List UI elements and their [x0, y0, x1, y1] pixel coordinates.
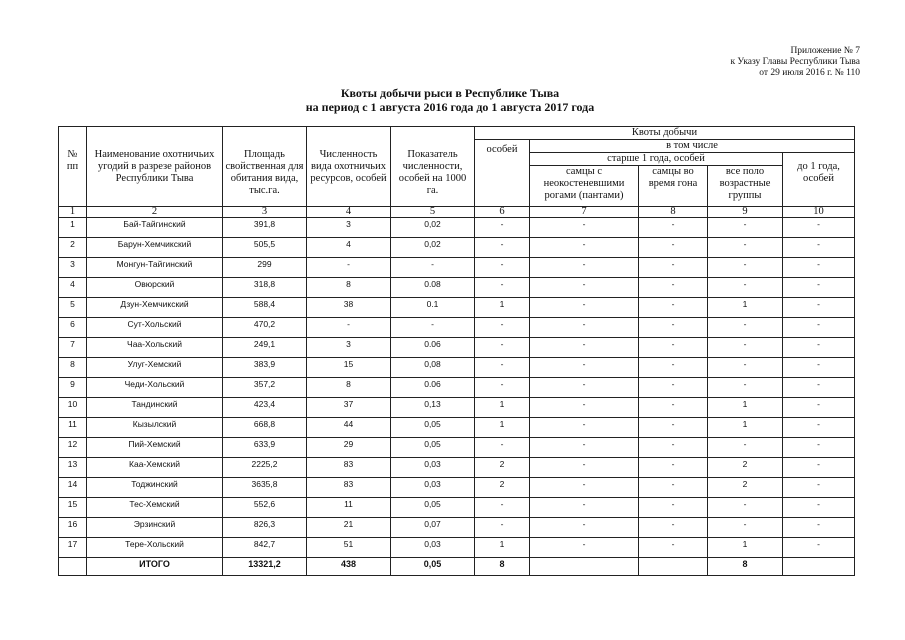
quota-antlers-cell: - — [530, 398, 639, 418]
quota-rut-cell: - — [639, 478, 708, 498]
population-cell: 4 — [307, 238, 391, 258]
row-number: 8 — [59, 358, 87, 378]
density-cell: 0.1 — [391, 298, 475, 318]
table-row — [59, 238, 855, 258]
population-cell: 83 — [307, 458, 391, 478]
table-row — [59, 538, 855, 558]
quota-rut-cell: - — [639, 378, 708, 398]
header-population: Численность вида охотничьих ресурсов, особей — [307, 127, 391, 207]
row-number: 10 — [59, 398, 87, 418]
quota-rut-cell: - — [639, 418, 708, 438]
district-name: Чеди-Хольский — [87, 378, 223, 398]
quota-antlers-cell: - — [530, 298, 639, 318]
quota-rut-cell: - — [639, 258, 708, 278]
column-number: 10 — [783, 207, 855, 218]
table-row — [59, 378, 855, 398]
quota-antlers-cell: - — [530, 218, 639, 238]
row-number: 2 — [59, 238, 87, 258]
column-number-row — [59, 207, 855, 218]
table-row — [59, 478, 855, 498]
quota-rut-cell: - — [639, 398, 708, 418]
density-cell: 0,05 — [391, 418, 475, 438]
area-cell: 423,4 — [223, 398, 307, 418]
table-row — [59, 498, 855, 518]
quota-allsex-cell: - — [708, 378, 783, 398]
quota-rut-cell: - — [639, 278, 708, 298]
header-num: № пп — [59, 127, 87, 207]
header-antlers: самцы с неокостеневшими рогами (пантами) — [530, 166, 639, 207]
table-row — [59, 338, 855, 358]
total-allsex: 8 — [708, 558, 783, 576]
quota-individuals-cell: 1 — [475, 398, 530, 418]
area-cell: 383,9 — [223, 358, 307, 378]
row-number: 11 — [59, 418, 87, 438]
quota-antlers-cell: - — [530, 498, 639, 518]
appendix-date-line: от 29 июля 2016 г. № 110 — [759, 68, 860, 78]
population-cell: 44 — [307, 418, 391, 438]
quota-rut-cell: - — [639, 538, 708, 558]
table-row — [59, 278, 855, 298]
district-name: Эрзинский — [87, 518, 223, 538]
population-cell: 83 — [307, 478, 391, 498]
column-number: 7 — [530, 207, 639, 218]
district-name: Каа-Хемский — [87, 458, 223, 478]
quota-young-cell: - — [783, 358, 855, 378]
population-cell: 29 — [307, 438, 391, 458]
row-number: 17 — [59, 538, 87, 558]
district-name: Тере-Хольский — [87, 538, 223, 558]
column-number: 1 — [59, 207, 87, 218]
population-cell: 8 — [307, 278, 391, 298]
title-line-1: Квоты добычи рыси в Республике Тыва — [340, 86, 560, 100]
quota-allsex-cell: - — [708, 338, 783, 358]
quota-young-cell: - — [783, 498, 855, 518]
document-title — [150, 86, 750, 114]
quota-antlers-cell: - — [530, 278, 639, 298]
area-cell: 318,8 — [223, 278, 307, 298]
total-row — [59, 558, 855, 576]
header-including: в том числе — [530, 140, 855, 153]
column-number: 5 — [391, 207, 475, 218]
district-name: Тоджинский — [87, 478, 223, 498]
header-density: Показатель численности, особей на 1000 га. — [391, 127, 475, 207]
total-num-cell — [59, 558, 87, 576]
header-older: старше 1 года, особей — [530, 153, 783, 166]
quota-allsex-cell: - — [708, 238, 783, 258]
area-cell: 2225,2 — [223, 458, 307, 478]
row-number: 16 — [59, 518, 87, 538]
population-cell: 51 — [307, 538, 391, 558]
quota-individuals-cell: - — [475, 238, 530, 258]
district-name: Овюрский — [87, 278, 223, 298]
area-cell: 588,4 — [223, 298, 307, 318]
area-cell: 249,1 — [223, 338, 307, 358]
population-cell: 15 — [307, 358, 391, 378]
population-cell: 38 — [307, 298, 391, 318]
column-number: 9 — [708, 207, 783, 218]
quota-allsex-cell: 1 — [708, 298, 783, 318]
total-individuals: 8 — [475, 558, 530, 576]
area-cell: 357,2 — [223, 378, 307, 398]
row-number: 13 — [59, 458, 87, 478]
quota-rut-cell: - — [639, 358, 708, 378]
area-cell: 633,9 — [223, 438, 307, 458]
quota-individuals-cell: - — [475, 498, 530, 518]
header-young: до 1 года, особей — [783, 153, 855, 207]
title-line-2: на период с 1 августа 2016 года до 1 августа 2017 года — [305, 100, 595, 114]
district-name: Чаа-Хольский — [87, 338, 223, 358]
area-cell: 3635,8 — [223, 478, 307, 498]
row-number: 7 — [59, 338, 87, 358]
quota-young-cell: - — [783, 518, 855, 538]
quota-individuals-cell: - — [475, 278, 530, 298]
population-cell: - — [307, 318, 391, 338]
quota-antlers-cell: - — [530, 458, 639, 478]
header-quotas: Квоты добычи — [475, 127, 855, 140]
row-number: 12 — [59, 438, 87, 458]
density-cell: 0,03 — [391, 538, 475, 558]
appendix-line: Приложение № 7 — [790, 46, 860, 56]
quota-rut-cell: - — [639, 338, 708, 358]
quota-individuals-cell: - — [475, 318, 530, 338]
area-cell: 826,3 — [223, 518, 307, 538]
density-cell: - — [391, 258, 475, 278]
total-antlers-cell — [530, 558, 639, 576]
header-individuals: особей — [475, 140, 530, 207]
total-area: 13321,2 — [223, 558, 307, 576]
area-cell: 505,5 — [223, 238, 307, 258]
district-name: Пий-Хемский — [87, 438, 223, 458]
area-cell: 668,8 — [223, 418, 307, 438]
quota-antlers-cell: - — [530, 538, 639, 558]
quota-rut-cell: - — [639, 218, 708, 238]
quota-antlers-cell: - — [530, 338, 639, 358]
quota-antlers-cell: - — [530, 478, 639, 498]
density-cell: 0.06 — [391, 378, 475, 398]
population-cell: 21 — [307, 518, 391, 538]
header-allsex: все поло возрастные группы — [708, 166, 783, 207]
column-number: 2 — [87, 207, 223, 218]
appendix-note — [610, 46, 860, 79]
quota-young-cell: - — [783, 458, 855, 478]
table-row — [59, 298, 855, 318]
quota-allsex-cell: - — [708, 498, 783, 518]
quota-allsex-cell: - — [708, 318, 783, 338]
quota-individuals-cell: 2 — [475, 478, 530, 498]
total-population: 438 — [307, 558, 391, 576]
area-cell: 299 — [223, 258, 307, 278]
population-cell: 37 — [307, 398, 391, 418]
quota-young-cell: - — [783, 258, 855, 278]
quota-antlers-cell: - — [530, 318, 639, 338]
quota-young-cell: - — [783, 238, 855, 258]
column-number: 8 — [639, 207, 708, 218]
population-cell: 11 — [307, 498, 391, 518]
row-number: 14 — [59, 478, 87, 498]
row-number: 6 — [59, 318, 87, 338]
quota-individuals-cell: 1 — [475, 298, 530, 318]
quota-individuals-cell: - — [475, 218, 530, 238]
table-row — [59, 318, 855, 338]
quota-individuals-cell: - — [475, 438, 530, 458]
table-body — [59, 218, 855, 576]
area-cell: 842,7 — [223, 538, 307, 558]
quota-individuals-cell: - — [475, 258, 530, 278]
quota-young-cell: - — [783, 278, 855, 298]
quota-young-cell: - — [783, 438, 855, 458]
density-cell: 0,03 — [391, 478, 475, 498]
quota-table — [58, 126, 855, 576]
row-number: 4 — [59, 278, 87, 298]
district-name: Барун-Хемчикский — [87, 238, 223, 258]
row-number: 5 — [59, 298, 87, 318]
quota-rut-cell: - — [639, 298, 708, 318]
quota-antlers-cell: - — [530, 238, 639, 258]
quota-allsex-cell: - — [708, 278, 783, 298]
quota-rut-cell: - — [639, 438, 708, 458]
table-row — [59, 458, 855, 478]
row-number: 15 — [59, 498, 87, 518]
population-cell: 3 — [307, 338, 391, 358]
quota-antlers-cell: - — [530, 418, 639, 438]
quota-young-cell: - — [783, 418, 855, 438]
quota-antlers-cell: - — [530, 258, 639, 278]
district-name: Тандинский — [87, 398, 223, 418]
quota-young-cell: - — [783, 378, 855, 398]
quota-rut-cell: - — [639, 458, 708, 478]
district-name: Тес-Хемский — [87, 498, 223, 518]
table-row — [59, 398, 855, 418]
quota-allsex-cell: 1 — [708, 398, 783, 418]
quota-individuals-cell: 1 — [475, 418, 530, 438]
column-number: 6 — [475, 207, 530, 218]
area-cell: 470,2 — [223, 318, 307, 338]
density-cell: 0,02 — [391, 218, 475, 238]
total-density: 0,05 — [391, 558, 475, 576]
density-cell: 0,07 — [391, 518, 475, 538]
quota-antlers-cell: - — [530, 518, 639, 538]
quota-young-cell: - — [783, 338, 855, 358]
density-cell: 0,13 — [391, 398, 475, 418]
header-name: Наименование охотничьих угодий в разрезе районов Республики Тыва — [87, 127, 223, 207]
population-cell: 8 — [307, 378, 391, 398]
quota-allsex-cell: - — [708, 218, 783, 238]
quota-antlers-cell: - — [530, 358, 639, 378]
density-cell: 0,02 — [391, 238, 475, 258]
table-row — [59, 358, 855, 378]
quota-antlers-cell: - — [530, 438, 639, 458]
quota-individuals-cell: - — [475, 378, 530, 398]
row-number: 9 — [59, 378, 87, 398]
quota-individuals-cell: 2 — [475, 458, 530, 478]
density-cell: 0,03 — [391, 458, 475, 478]
table-row — [59, 258, 855, 278]
table-row — [59, 218, 855, 238]
table-row — [59, 438, 855, 458]
quota-allsex-cell: 1 — [708, 538, 783, 558]
quota-young-cell: - — [783, 318, 855, 338]
quota-individuals-cell: - — [475, 358, 530, 378]
quota-allsex-cell: - — [708, 258, 783, 278]
quota-allsex-cell: - — [708, 518, 783, 538]
total-rut-cell — [639, 558, 708, 576]
district-name: Монгун-Тайгинский — [87, 258, 223, 278]
header-area: Площадь свойственная для обитания вида, тыс.га. — [223, 127, 307, 207]
density-cell: 0.08 — [391, 278, 475, 298]
column-number: 3 — [223, 207, 307, 218]
header-row — [59, 127, 855, 140]
density-cell: 0,05 — [391, 498, 475, 518]
quota-young-cell: - — [783, 218, 855, 238]
quota-allsex-cell: 2 — [708, 458, 783, 478]
district-name: Улуг-Хемский — [87, 358, 223, 378]
district-name: Кызылский — [87, 418, 223, 438]
table-row — [59, 518, 855, 538]
quota-antlers-cell: - — [530, 378, 639, 398]
density-cell: 0,05 — [391, 438, 475, 458]
table-row — [59, 418, 855, 438]
column-number: 4 — [307, 207, 391, 218]
area-cell: 552,6 — [223, 498, 307, 518]
quota-individuals-cell: - — [475, 518, 530, 538]
quota-individuals-cell: 1 — [475, 538, 530, 558]
population-cell: - — [307, 258, 391, 278]
quota-young-cell: - — [783, 298, 855, 318]
population-cell: 3 — [307, 218, 391, 238]
quota-rut-cell: - — [639, 518, 708, 538]
quota-young-cell: - — [783, 478, 855, 498]
quota-rut-cell: - — [639, 498, 708, 518]
quota-rut-cell: - — [639, 318, 708, 338]
density-cell: - — [391, 318, 475, 338]
quota-rut-cell: - — [639, 238, 708, 258]
district-name: Дзун-Хемчикский — [87, 298, 223, 318]
quota-young-cell: - — [783, 538, 855, 558]
total-young-cell — [783, 558, 855, 576]
quota-young-cell: - — [783, 398, 855, 418]
density-cell: 0.06 — [391, 338, 475, 358]
quota-individuals-cell: - — [475, 338, 530, 358]
district-name: Бай-Тайгинский — [87, 218, 223, 238]
quota-allsex-cell: - — [708, 358, 783, 378]
header-rut: самцы во время гона — [639, 166, 708, 207]
quota-allsex-cell: - — [708, 438, 783, 458]
district-name: Сут-Хольский — [87, 318, 223, 338]
area-cell: 391,8 — [223, 218, 307, 238]
density-cell: 0,08 — [391, 358, 475, 378]
total-label: ИТОГО — [87, 558, 223, 576]
row-number: 3 — [59, 258, 87, 278]
quota-allsex-cell: 1 — [708, 418, 783, 438]
appendix-decree-line: к Указу Главы Республики Тыва — [730, 57, 860, 67]
row-number: 1 — [59, 218, 87, 238]
quota-allsex-cell: 2 — [708, 478, 783, 498]
